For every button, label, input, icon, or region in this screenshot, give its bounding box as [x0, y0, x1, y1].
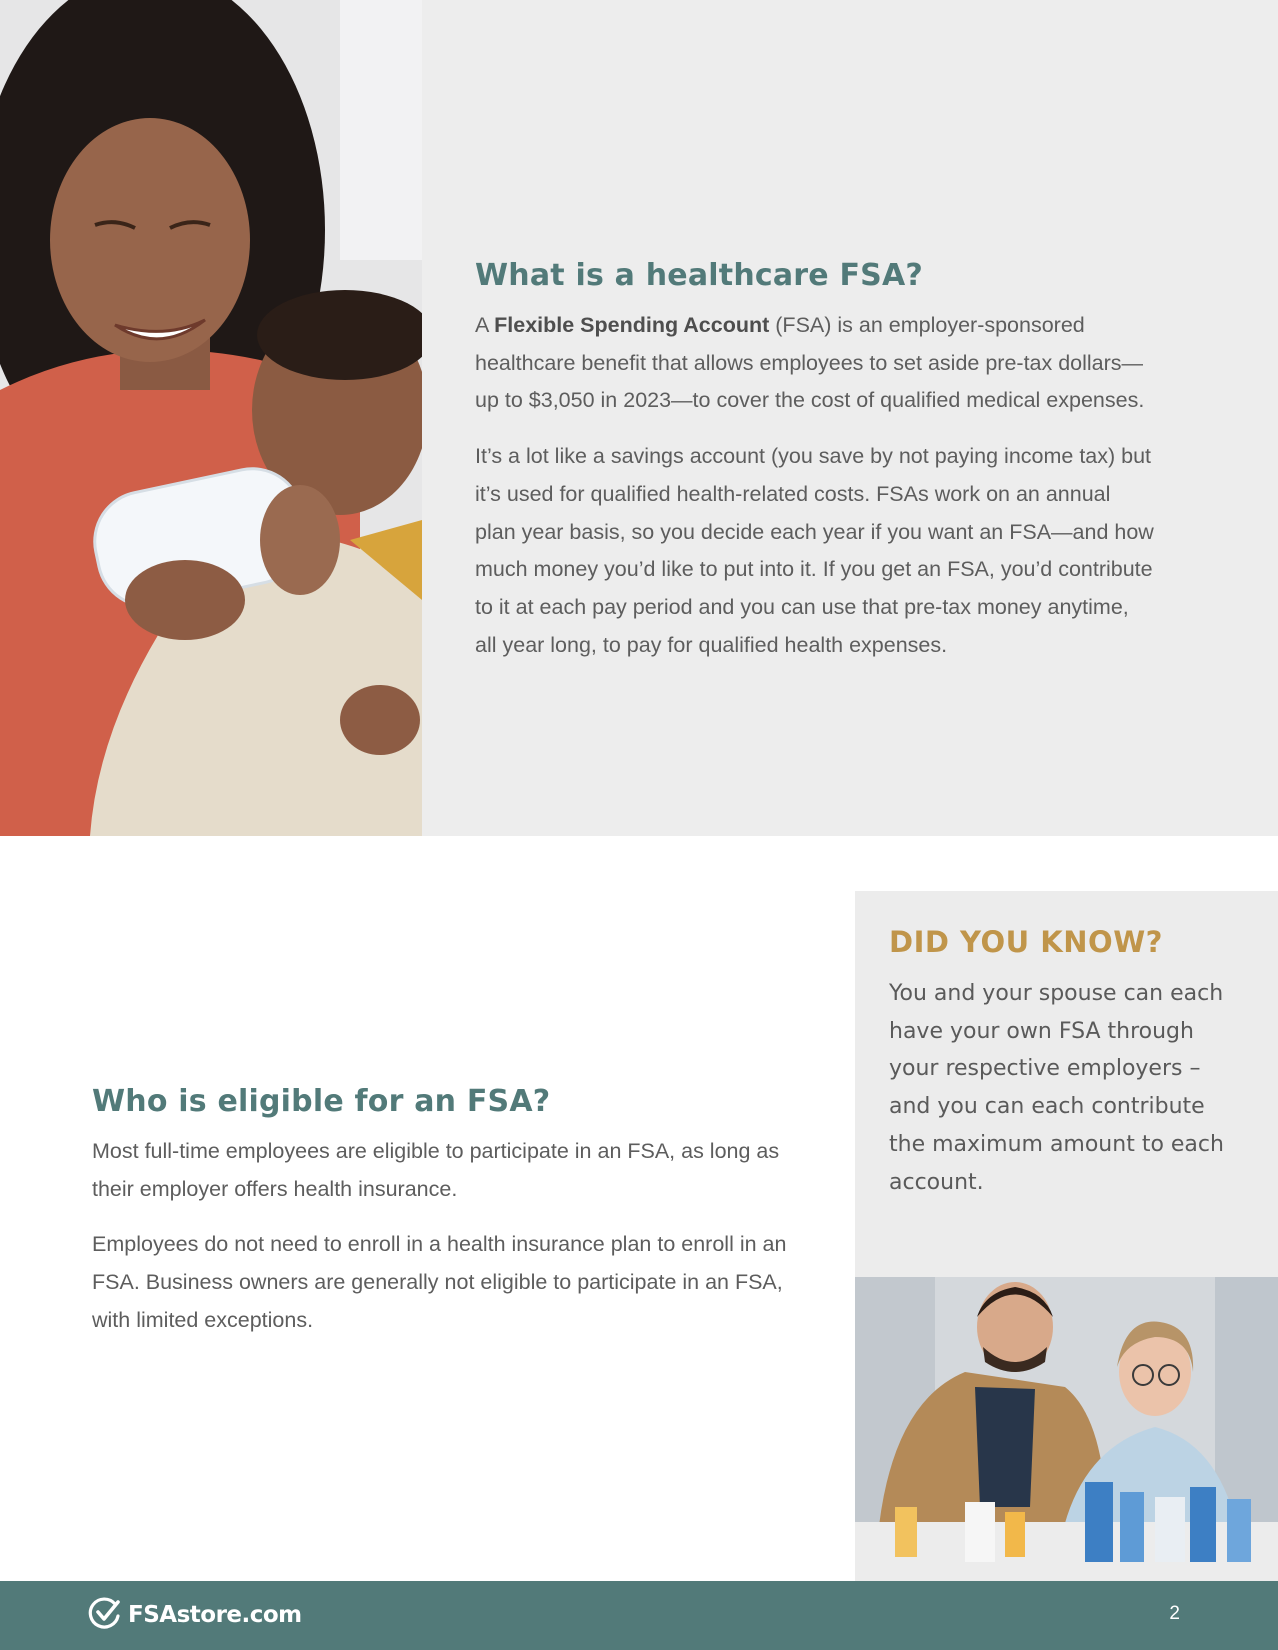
fsastore-logo	[88, 1596, 302, 1634]
eligibility-heading: Who is eligible for an FSA?	[92, 1084, 551, 1119]
page-footer	[0, 1581, 1278, 1650]
mother-baby-photo	[0, 0, 422, 836]
fsa-definition-paragraph-1	[475, 307, 1155, 420]
couple-shopping-photo	[855, 1277, 1278, 1581]
fsa-definition-section	[475, 258, 1155, 664]
page-number: 2	[1169, 1603, 1180, 1624]
fsa-definition-paragraph-2: It’s a lot like a savings account (you save by not paying income tax) but it’s used for qualified health-related costs. FSAs work on an annual plan year basis, so you decide each year if you want an FSA—and how much money you’d like to put into it. If you get an FSA, you’d contribute to it at each pay period and you can use that pre-tax money anytime, all year long, to pay for qualified health expenses.	[475, 444, 1154, 657]
fsa-definition-panel	[422, 0, 1278, 836]
eligibility-paragraph-1: Most full-time employees are eligible to participate in an FSA, as long as their employer offers health insurance.	[92, 1139, 780, 1201]
did-you-know-box	[855, 891, 1278, 1277]
eligibility-paragraph-2: Employees do not need to enroll in a health insurance plan to enroll in an FSA. Business owners are generally not eligible to participate in an FSA, with limited exceptions.	[92, 1232, 787, 1332]
did-you-know-title: DID YOU KNOW?	[889, 925, 1163, 959]
p1-rest: (FSA) is an employer-sponsored healthcare benefit that allows employees to set aside pre-tax dollars—up to $3,050 in 2023—to cover the cost of qualified medical expenses.	[475, 313, 1145, 413]
did-you-know-text: You and your spouse can each have your own FSA through your respective employers – and you can each contribute the maximum amount to each account.	[889, 981, 1224, 1195]
p1-bold-term: Flexible Spending Account	[494, 313, 770, 337]
check-circle-icon	[88, 1596, 122, 1635]
logo-text: FSAstore.com	[128, 1602, 302, 1628]
fsa-definition-heading: What is a healthcare FSA?	[475, 258, 924, 293]
p1-prefix: A	[475, 313, 495, 337]
eligibility-section	[92, 1084, 812, 1340]
